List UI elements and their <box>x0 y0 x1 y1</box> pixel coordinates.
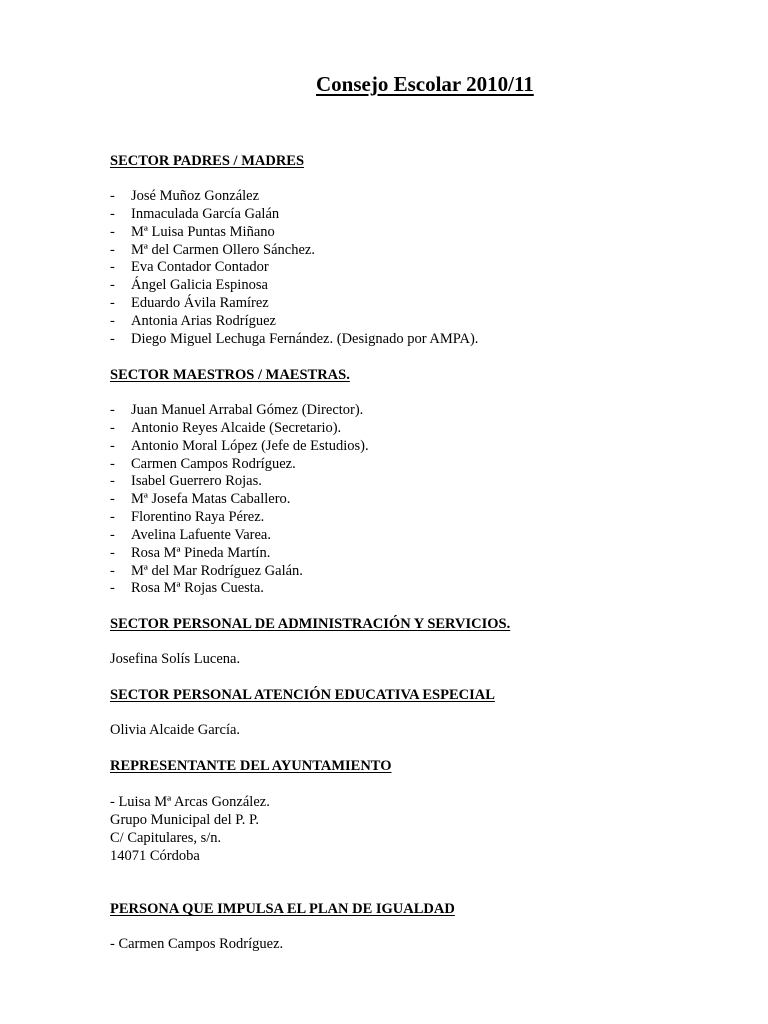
list-dash: - <box>110 330 115 347</box>
list-dash: - <box>110 205 115 222</box>
member-name: Josefina Solís Lucena. <box>110 651 241 667</box>
list-item <box>110 491 369 509</box>
member-name: Rosa Mª Pineda Martín. <box>131 544 271 561</box>
list-dash: - <box>110 223 115 240</box>
list-dash: - <box>110 259 115 276</box>
member-name: Mª Luisa Puntas Miñano <box>131 223 275 240</box>
member-name: Mª del Mar Rodríguez Galán. <box>131 562 303 579</box>
list-item <box>110 331 478 349</box>
list-item <box>110 402 369 420</box>
list-item <box>110 473 369 491</box>
member-name: José Muñoz González <box>131 188 260 204</box>
member-name: Ángel Galicia Espinosa <box>131 277 268 294</box>
heading-maestros: SECTOR MAESTROS / MAESTRAS. <box>110 367 350 383</box>
member-name: Eduardo Ávila Ramírez <box>131 295 269 312</box>
list-item <box>110 545 369 563</box>
list-padres <box>110 188 478 349</box>
list-dash: - <box>110 241 115 258</box>
heading-padres: SECTOR PADRES / MADRES <box>110 153 305 169</box>
member-name: Juan Manuel Arrabal Gómez (Director). <box>131 402 364 418</box>
ayuntamiento-line: C/ Capitulares, s/n. <box>110 830 222 846</box>
list-item <box>110 259 478 277</box>
list-dash: - <box>110 312 115 329</box>
ayuntamiento-line: Grupo Municipal del P. P. <box>110 812 260 828</box>
member-name: Antonia Arias Rodríguez <box>131 312 276 329</box>
list-dash: - <box>110 509 115 526</box>
list-dash: - <box>110 580 115 597</box>
list-dash: - <box>110 277 115 294</box>
member-name: Mª Josefa Matas Caballero. <box>131 491 291 508</box>
list-dash: - <box>110 491 115 508</box>
member-name: Isabel Guerrero Rojas. <box>131 473 262 490</box>
list-item <box>110 509 369 527</box>
heading-ayuntamiento: REPRESENTANTE DEL AYUNTAMIENTO <box>110 758 392 774</box>
list-item <box>110 438 369 456</box>
list-dash: - <box>110 526 115 543</box>
list-item <box>110 242 478 260</box>
member-name: Carmen Campos Rodríguez. <box>131 455 296 472</box>
member-name: - Carmen Campos Rodríguez. <box>110 936 284 952</box>
member-name: Mª del Carmen Ollero Sánchez. <box>131 241 315 258</box>
member-name: Rosa Mª Rojas Cuesta. <box>131 580 264 597</box>
list-item <box>110 206 478 224</box>
list-item <box>110 313 478 331</box>
list-item <box>110 420 369 438</box>
list-dash: - <box>110 295 115 312</box>
ayuntamiento-line: - Luisa Mª Arcas González. <box>110 794 270 810</box>
list-dash: - <box>110 455 115 472</box>
heading-pas: SECTOR PERSONAL DE ADMINISTRACIÓN Y SERVICIOS. <box>110 616 511 632</box>
list-item <box>110 224 478 242</box>
member-name: Diego Miguel Lechuga Fernández. (Designado por AMPA). <box>131 330 479 347</box>
member-name: Inmaculada García Galán <box>131 205 280 222</box>
member-name: Antonio Moral López (Jefe de Estudios). <box>131 437 369 454</box>
member-name: Antonio Reyes Alcaide (Secretario). <box>131 419 342 436</box>
list-dash: - <box>110 402 115 418</box>
heading-atencion: SECTOR PERSONAL ATENCIÓN EDUCATIVA ESPECIAL <box>110 687 495 703</box>
list-item <box>110 563 369 581</box>
member-name: Florentino Raya Pérez. <box>131 509 265 526</box>
list-item <box>110 277 478 295</box>
list-item <box>110 580 369 598</box>
member-name: Eva Contador Contador <box>131 259 269 276</box>
member-name: Avelina Lafuente Varea. <box>131 526 271 543</box>
list-dash: - <box>110 562 115 579</box>
ayuntamiento-line: 14071 Córdoba <box>110 848 200 864</box>
list-dash: - <box>110 473 115 490</box>
list-dash: - <box>110 437 115 454</box>
member-name: Olivia Alcaide García. <box>110 722 241 738</box>
list-dash: - <box>110 188 115 204</box>
list-maestros <box>110 402 369 598</box>
list-dash: - <box>110 419 115 436</box>
list-item <box>110 456 369 474</box>
list-dash: - <box>110 544 115 561</box>
list-item <box>110 295 478 313</box>
heading-igualdad: PERSONA QUE IMPULSA EL PLAN DE IGUALDAD <box>110 901 455 917</box>
list-item <box>110 188 478 206</box>
list-item <box>110 527 369 545</box>
page-title: Consejo Escolar 2010/11 <box>316 72 534 96</box>
